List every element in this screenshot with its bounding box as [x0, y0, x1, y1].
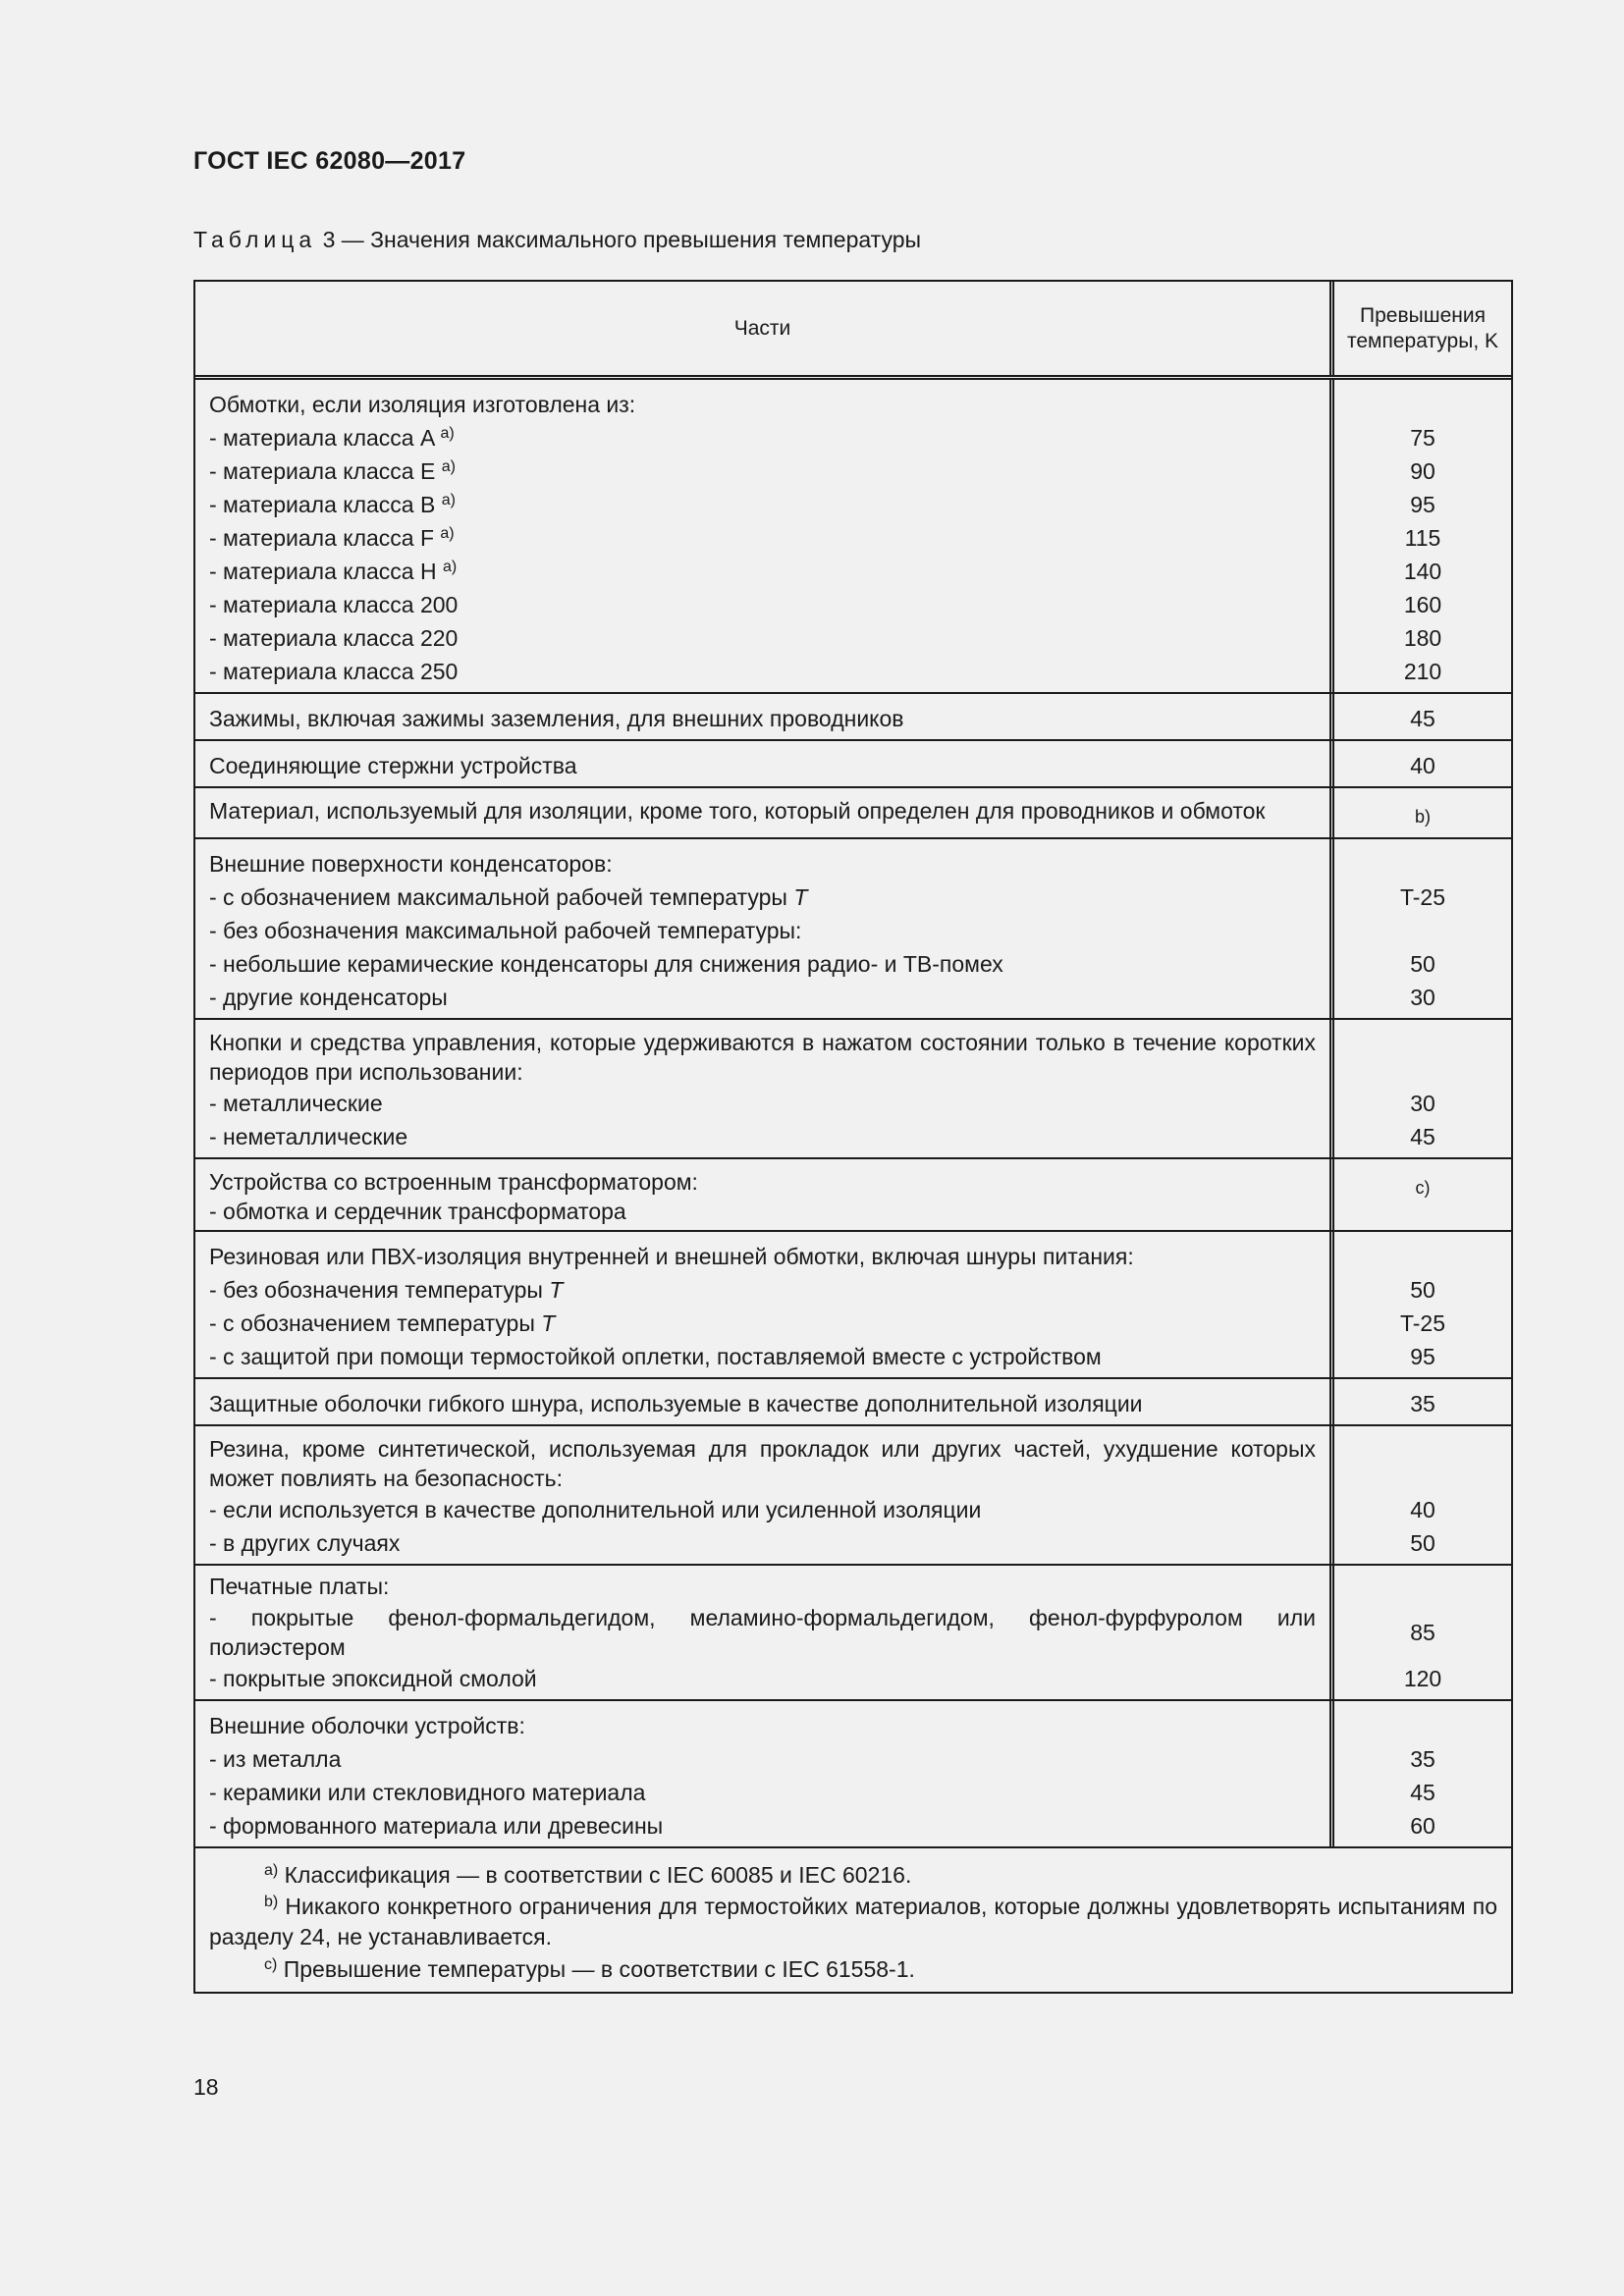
row-value: 45: [1410, 1780, 1435, 1805]
row-value: 95: [1410, 492, 1435, 517]
row-line: - материала класса 220: [209, 625, 459, 651]
row-line: - металлические: [209, 1091, 383, 1116]
italic-symbol: T: [541, 1310, 556, 1336]
page-number: 18: [193, 2074, 219, 2100]
row-values-cell: [1334, 1379, 1511, 1424]
row-values-cell: [1334, 788, 1511, 837]
row-value: 30: [1410, 985, 1435, 1010]
footnote-c: $^{c)}$ Превышение температуры — в соответствии с IEC 61558-1.: [264, 1956, 915, 1982]
row-value: [1334, 1240, 1511, 1273]
row-value: [1334, 847, 1511, 881]
row-line: - керамики или стекловидного материала: [209, 1780, 646, 1805]
row-paragraph: Кнопки и средства управления, которые удерживаются в нажатом состоянии только в течение коротких периодов при использовании:: [209, 1030, 1316, 1085]
row-values-cell: [1334, 1159, 1511, 1230]
table-footnotes: [195, 1848, 1511, 1992]
table-row: [195, 1426, 1511, 1566]
row-parts-cell: [195, 1232, 1334, 1377]
row-parts-cell: [195, 1159, 1334, 1230]
row-paragraph: Резина, кроме синтетической, используемая для прокладок или других частей, ухудшение которых может повлиять на безопасность:: [209, 1436, 1316, 1491]
row-line: - без обозначения температуры T: [209, 1277, 564, 1303]
row-value: 160: [1403, 592, 1442, 617]
row-line: - с обозначением максимальной рабочей температуры T: [209, 884, 808, 910]
row-value: T-25: [1399, 1310, 1446, 1336]
row-parts-cell: [195, 839, 1334, 1018]
footnote-ref: a): [440, 525, 455, 542]
row-value-footnote-ref: c): [1415, 1178, 1431, 1198]
row-parts-cell: [195, 1426, 1334, 1564]
row-parts-cell: [195, 694, 1334, 739]
column-header-value-line1: Превышения: [1360, 303, 1486, 327]
row-value: 85: [1410, 1620, 1435, 1645]
row-line: Обмотки, если изоляция изготовлена из:: [209, 392, 636, 417]
row-line: - небольшие керамические конденсаторы для снижения радио- и ТВ-помех: [209, 951, 1003, 977]
row-value: 50: [1410, 1530, 1435, 1556]
row-value: 180: [1403, 625, 1442, 651]
table-row: [195, 1701, 1511, 1848]
table-row: [195, 741, 1511, 788]
table-row: [195, 1159, 1511, 1232]
row-value: 30: [1410, 1091, 1435, 1116]
row-value: 35: [1410, 1391, 1435, 1416]
row-value: 50: [1410, 951, 1435, 977]
row-line: - с обозначением температуры T: [209, 1310, 556, 1336]
row-line: - с защитой при помощи термостойкой оплетки, поставляемой вместе с устройством: [209, 1344, 1102, 1369]
row-line: - формованного материала или древесины: [209, 1813, 664, 1839]
footnote-a: $^{a)}$ Классификация — в соответствии с IEC 60085 и IEC 60216.: [264, 1862, 912, 1888]
row-line: Защитные оболочки гибкого шнура, используемые в качестве дополнительной изоляции: [209, 1391, 1143, 1416]
row-value: 50: [1410, 1277, 1435, 1303]
table-row: [195, 1232, 1511, 1379]
table-row: [195, 1379, 1511, 1426]
row-value: [1334, 1709, 1511, 1742]
row-line: - материала класса 200: [209, 592, 459, 617]
row-line: Соединяющие стержни устройства: [209, 753, 577, 778]
row-value: 45: [1410, 1124, 1435, 1149]
row-line: - без обозначения максимальной рабочей температуры:: [209, 918, 802, 943]
row-value: 115: [1404, 525, 1441, 551]
row-values-cell: [1334, 1566, 1511, 1699]
row-values-cell: [1334, 380, 1511, 692]
row-value: 210: [1403, 659, 1442, 684]
row-value: 40: [1410, 753, 1435, 778]
row-parts-cell: [195, 1701, 1334, 1846]
row-values-cell: [1334, 1232, 1511, 1377]
row-values-cell: [1334, 694, 1511, 739]
row-line: - если используется в качестве дополнительной или усиленной изоляции: [209, 1497, 982, 1522]
italic-symbol: T: [793, 884, 808, 910]
row-value: [1334, 914, 1511, 947]
row-paragraph: - покрытые фенол-формальдегидом, меламино-формальдегидом, фенол-фурфуролом или полиэстером: [209, 1605, 1316, 1660]
row-parts-cell: [195, 788, 1334, 837]
table-caption: [193, 227, 921, 253]
table-row: [195, 1020, 1511, 1159]
row-line: - из металла: [209, 1746, 342, 1772]
row-line: Печатные платы:: [209, 1574, 390, 1599]
table-row: [195, 788, 1511, 839]
row-value: 40: [1410, 1497, 1435, 1522]
row-line: - материала класса A $^{a)}$: [209, 425, 455, 451]
row-parts-cell: [195, 1379, 1334, 1424]
italic-symbol: T: [549, 1277, 564, 1303]
row-paragraph: Материал, используемый для изоляции, кроме того, который определен для проводников и обмоток: [209, 798, 1266, 824]
row-parts-cell: [195, 1566, 1334, 1699]
table-caption-text: 3 — Значения максимального превышения температуры: [322, 227, 922, 252]
row-value: 75: [1410, 425, 1435, 451]
row-line: - материала класса F $^{a)}$: [209, 525, 455, 551]
row-line: - покрытые эпоксидной смолой: [209, 1666, 537, 1691]
row-value: 90: [1410, 458, 1435, 484]
row-parts-cell: [195, 1020, 1334, 1157]
document-header: ГОСТ IEC 62080—2017: [193, 147, 466, 175]
row-value: 95: [1410, 1344, 1435, 1369]
row-line: - другие конденсаторы: [209, 985, 448, 1010]
temperature-rise-table: [193, 280, 1513, 1994]
row-line: Зажимы, включая зажимы заземления, для внешних проводников: [209, 706, 904, 731]
row-values-cell: [1334, 1020, 1511, 1157]
table-row: [195, 839, 1511, 1020]
row-line: Резиновая или ПВХ-изоляция внутренней и внешней обмотки, включая шнуры питания:: [209, 1244, 1134, 1269]
row-values-cell: [1334, 741, 1511, 786]
row-parts-cell: [195, 380, 1334, 692]
row-values-cell: [1334, 1426, 1511, 1564]
table-row: [195, 1566, 1511, 1701]
column-header-parts: Части: [195, 282, 1334, 375]
column-header-temperature-rise: [1334, 282, 1511, 375]
row-value: 60: [1410, 1813, 1435, 1839]
row-line: - неметаллические: [209, 1124, 408, 1149]
footnote-ref: a): [441, 458, 456, 475]
row-value: 45: [1410, 706, 1435, 731]
row-value: 140: [1403, 559, 1442, 584]
footnote-ref: a): [441, 492, 456, 508]
row-value: T-25: [1399, 884, 1446, 910]
column-header-value-line2: температуры, K: [1346, 329, 1498, 352]
row-values-cell: [1334, 839, 1511, 1018]
row-line: Внешние оболочки устройств:: [209, 1713, 525, 1738]
row-line: - материала класса B $^{a)}$: [209, 492, 456, 517]
table-header-row: [195, 282, 1511, 380]
row-line: Устройства со встроенным трансформатором:: [209, 1169, 698, 1195]
row-line: Внешние поверхности конденсаторов:: [209, 851, 613, 877]
row-line: - материала класса 250: [209, 659, 459, 684]
table-caption-label: Таблица: [193, 227, 317, 252]
row-parts-cell: [195, 741, 1334, 786]
row-line: - материала класса E $^{a)}$: [209, 458, 456, 484]
row-line: - обмотка и сердечник трансформатора: [209, 1199, 626, 1224]
table-row: [195, 380, 1511, 694]
row-line: - материала класса H $^{a)}$: [209, 559, 458, 584]
footnote-ref: a): [442, 559, 458, 575]
row-line: - в других случаях: [209, 1530, 401, 1556]
table-row: [195, 694, 1511, 741]
row-value: 35: [1410, 1746, 1435, 1772]
row-value: 120: [1403, 1666, 1442, 1691]
row-value-footnote-ref: b): [1414, 807, 1431, 827]
row-value: [1334, 388, 1511, 421]
row-values-cell: [1334, 1701, 1511, 1846]
footnote-ref: a): [440, 425, 455, 442]
footnote-b: $^{b)}$ Никакого конкретного ограничения для термостойких материалов, которые должны удовлетворять испытаниям по разделу 24, не устанавливается.: [209, 1894, 1497, 1949]
